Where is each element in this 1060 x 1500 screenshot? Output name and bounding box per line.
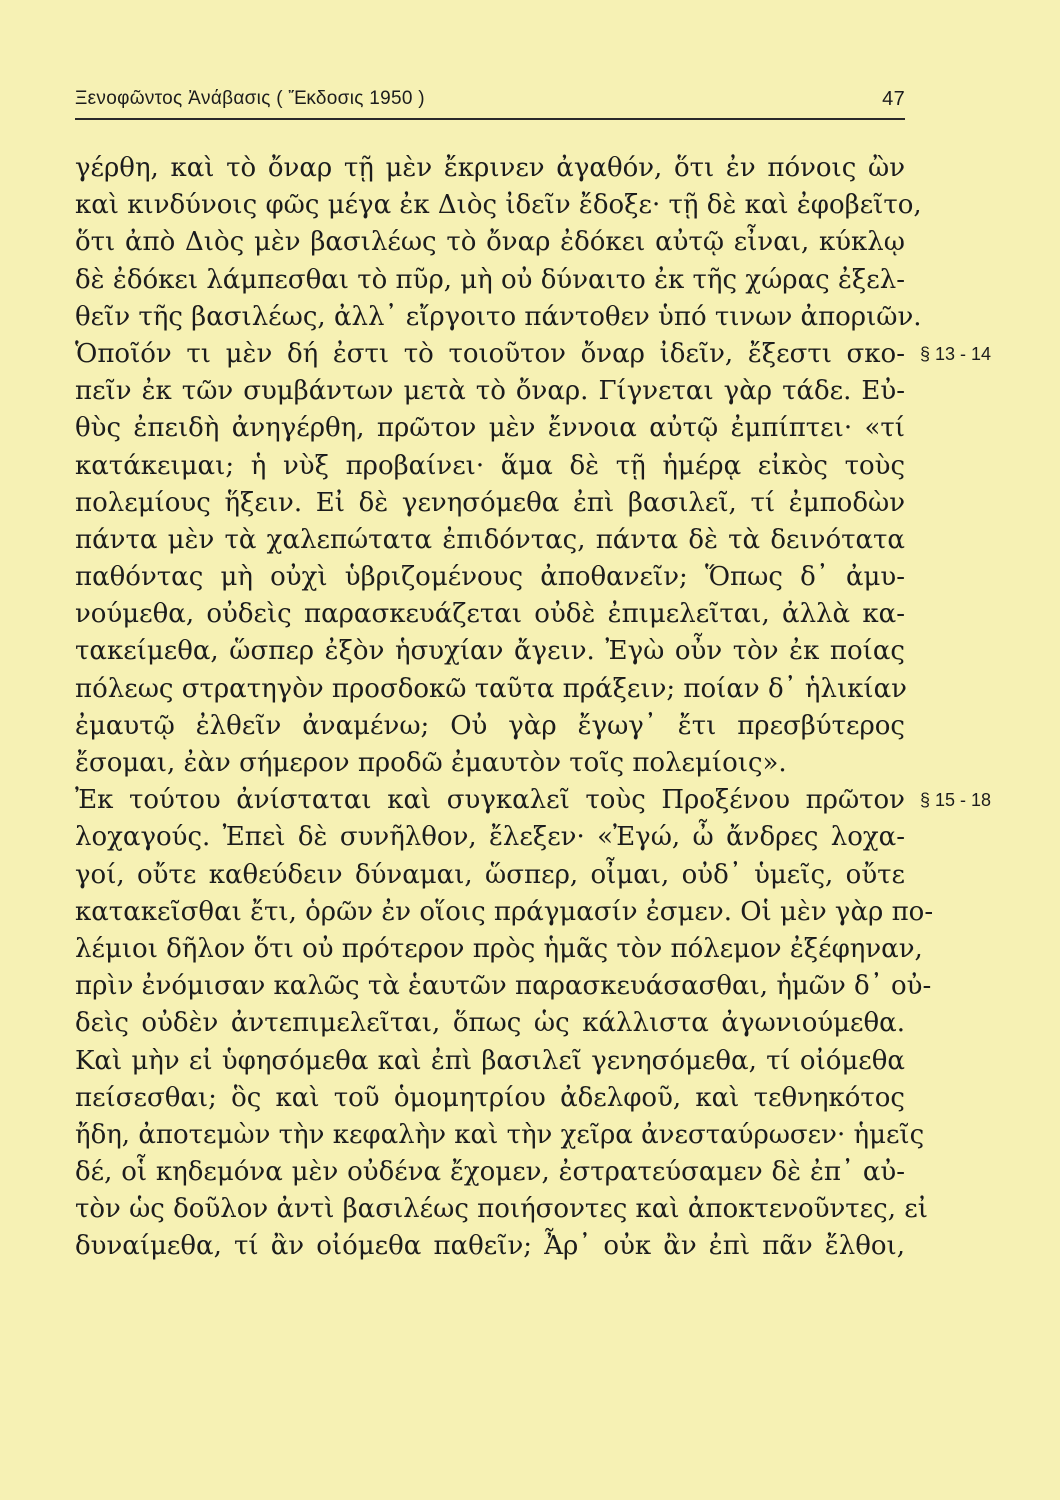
text-line <box>75 299 935 336</box>
line-text: ἐμαυτῷ ἐλθεῖν ἀναμένω; Οὐ γὰρ ἔγωγ᾽ ἔτι πρεσβύτερος <box>75 710 905 741</box>
text-line <box>75 819 935 856</box>
line-text: πολεμίους ἥξειν. Εἰ δὲ γενησόμεθα ἐπὶ βασιλεῖ, τί ἐμποδὼν <box>75 487 905 518</box>
text-line <box>75 1154 935 1191</box>
line-text: πεῖν ἐκ τῶν συμβάντων μετὰ τὸ ὄναρ. Γίγνεται γὰρ τάδε. Εὐ- <box>75 376 905 407</box>
line-text: Ἐκ τούτου ἀνίσταται καὶ συγκαλεῖ τοὺς Προξένου πρῶτον <box>75 785 905 816</box>
text-line <box>75 1005 935 1042</box>
text-line <box>75 1043 935 1080</box>
text-line <box>75 522 935 559</box>
line-text: λοχαγούς. Ἐπεὶ δὲ συνῆλθον, ἔλεξεν· «Ἐγώ, ὦ ἄνδρες λοχα- <box>75 822 905 853</box>
text-line <box>75 633 935 670</box>
text-line <box>75 931 935 968</box>
text-line <box>75 968 935 1005</box>
line-text: θεῖν τῆς βασιλέως, ἀλλ᾽ εἴργοιτο πάντοθεν ὑπό τινων ἀποριῶν. <box>75 301 922 332</box>
margin-section-note: § 13 - 14 <box>920 343 992 364</box>
line-text: λέμιοι δῆλον ὅτι οὐ πρότερον πρὸς ἡμᾶς τὸν πόλεμον ἐξέφηναν, <box>75 933 923 964</box>
line-text: γοί, οὔτε καθεύδειν δύναμαι, ὥσπερ, οἶμαι, οὐδ᾽ ὑμεῖς, οὔτε <box>75 859 905 890</box>
running-head-title: Ξενοφῶντος Ἀνάβασις ( Ἔκδοσις 1950 ) <box>75 88 425 109</box>
text-line <box>75 596 935 633</box>
text-line <box>75 262 935 299</box>
text-line <box>75 373 935 410</box>
line-text: τὸν ὡς δοῦλον ἀντὶ βασιλέως ποιήσοντες καὶ ἀποκτενοῦντες, εἰ <box>75 1194 928 1225</box>
page-number: 47 <box>882 88 905 110</box>
margin-section-note: § 15 - 18 <box>920 790 992 811</box>
text-line <box>75 448 935 485</box>
line-text: καὶ κινδύνοις φῶς μέγα ἐκ Διὸς ἰδεῖν ἔδοξε· τῇ δὲ καὶ ἐφοβεῖτο, <box>75 190 922 221</box>
text-line <box>75 1080 935 1117</box>
text-line <box>75 224 935 261</box>
line-text: δέ, οἷ κηδεμόνα μὲν οὐδένα ἔχομεν, ἐστρατεύσαμεν δὲ ἐπ᾽ αὐ- <box>75 1157 905 1188</box>
line-text: πόλεως στρατηγὸν προσδοκῶ ταῦτα πράξειν; ποίαν δ᾽ ἡλικίαν <box>75 673 907 704</box>
text-line <box>75 1228 935 1265</box>
line-text: ἤδη, ἀποτεμὼν τὴν κεφαλὴν καὶ τὴν χεῖρα ἀνεσταύρωσεν· ἡμεῖς <box>75 1119 925 1150</box>
text-line <box>75 782 992 819</box>
line-text: δεὶς οὐδὲν ἀντεπιμελεῖται, ὅπως ὡς κάλλιστα ἀγωνιούμεθα. <box>75 1008 905 1039</box>
line-text: δὲ ἐδόκει λάμπεσθαι τὸ πῦρ, μὴ οὐ δύναιτο ἐκ τῆς χώρας ἐξελ- <box>75 264 905 295</box>
text-line <box>75 708 935 745</box>
line-text: νούμεθα, οὐδεὶς παρασκευάζεται οὐδὲ ἐπιμελεῖται, ἀλλὰ κα- <box>75 599 905 630</box>
text-line <box>75 745 935 782</box>
body-text <box>75 150 992 1266</box>
text-line <box>75 336 992 373</box>
text-line <box>75 1117 935 1154</box>
line-text: ὅτι ἀπὸ Διὸς μὲν βασιλέως τὸ ὄναρ ἐδόκει αὐτῷ εἶναι, κύκλῳ <box>75 227 905 258</box>
line-text: πείσεσθαι; ὃς καὶ τοῦ ὁμομητρίου ἀδελφοῦ, καὶ τεθνηκότος <box>75 1082 905 1113</box>
line-text: Καὶ μὴν εἰ ὑφησόμεθα καὶ ἐπὶ βασιλεῖ γενησόμεθα, τί οἰόμεθα <box>75 1045 905 1076</box>
line-text: ἔσομαι, ἐὰν σήμερον προδῶ ἐμαυτὸν τοῖς πολεμίοις». <box>75 748 787 778</box>
header-rule <box>75 118 905 120</box>
line-text: πάντα μὲν τὰ χαλεπώτατα ἐπιδόντας, πάντα δὲ τὰ δεινότατα <box>75 524 905 555</box>
text-line <box>75 894 935 931</box>
line-text: πρὶν ἐνόμισαν καλῶς τὰ ἑαυτῶν παρασκευάσασθαι, ἡμῶν δ᾽ οὐ- <box>75 971 932 1002</box>
text-line <box>75 1191 935 1228</box>
line-text: θὺς ἐπειδὴ ἀνηγέρθη, πρῶτον μὲν ἔννοια αὐτῷ ἐμπίπτει· «τί <box>75 413 905 444</box>
text-line <box>75 187 935 224</box>
text-line <box>75 857 935 894</box>
text-line <box>75 671 935 708</box>
text-line <box>75 150 935 187</box>
text-line <box>75 559 935 596</box>
line-text: δυναίμεθα, τί ἂν οἰόμεθα παθεῖν; Ἆρ᾽ οὐκ ἂν ἐπὶ πᾶν ἔλθοι, <box>75 1231 905 1262</box>
line-text: τακείμεθα, ὥσπερ ἐξὸν ἡσυχίαν ἄγειν. Ἐγὼ οὖν τὸν ἐκ ποίας <box>75 636 905 667</box>
line-text: κατάκειμαι; ἡ νὺξ προβαίνει· ἅμα δὲ τῇ ἡμέρᾳ εἰκὸς τοὺς <box>75 450 905 481</box>
line-text: κατακεῖσθαι ἔτι, ὁρῶν ἐν οἵοις πράγμασίν ἐσμεν. Οἱ μὲν γὰρ πο- <box>75 896 934 927</box>
text-line <box>75 485 935 522</box>
text-line <box>75 410 935 447</box>
line-text: παθόντας μὴ οὐχὶ ὑβριζομένους ἀποθανεῖν; Ὅπως δ᾽ ἀμυ- <box>75 562 905 593</box>
running-head <box>75 88 905 118</box>
line-text: Ὁποῖόν τι μὲν δή ἐστι τὸ τοιοῦτον ὄναρ ἰδεῖν, ἔξεστι σκο- <box>75 338 905 369</box>
line-text: γέρθη, καὶ τὸ ὄναρ τῇ μὲν ἔκρινεν ἀγαθόν, ὅτι ἐν πόνοις ὢν <box>75 153 905 183</box>
